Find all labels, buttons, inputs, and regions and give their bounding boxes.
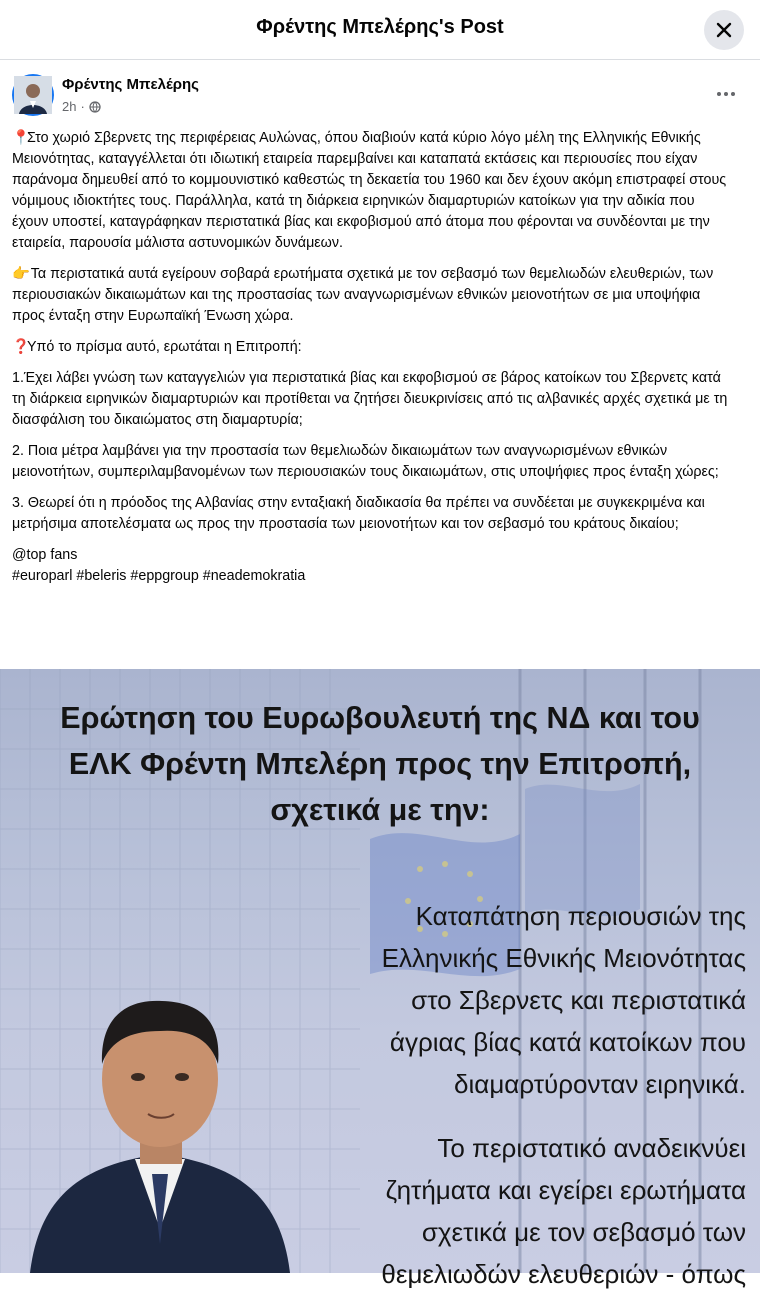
- post-paragraph: [12, 337, 734, 358]
- image-text-line: σχετικά με τον σεβασμό των: [421, 1217, 746, 1247]
- paragraph-text: Στο χωριό Σβερνετς της περιφέρειας Αυλώνας, όπου διαβιούν κατά κύριο λόγο μέλη της Ελληνικής Εθνικής Μειονότητας, καταγγέλλεται ότι ιδιωτική εταιρεία παρεμβαίνει και καταπατά εκτάσεις και περιουσίες που είχαν παράνομα δημευθεί από το κομμουνιστικό καθεστώς τη δεκαετία του 1960 και δεν έχουν ακόμη επιστραφεί στους νόμιμους ιδιοκτήτες τους. Παράλληλα, κατά τη διάρκεια ειρηνικών διαμαρτυριών κατοίκων για την αδικία που έχουν υποστεί, καταγράφηκαν περιστατικά βίας και εκφοβισμού από άτομα που φέρονται να συνδέονται με την εταιρεία, παρουσία μάλιστα αστυνομικών δυνάμεων.: [12, 130, 727, 251]
- image-title-line: σχετικά με την:: [270, 793, 490, 827]
- paragraph-text: Τα περιστατικά αυτά εγείρουν σοβαρά ερωτήματα σχετικά με τον σεβασμό των θεμελιωδών ελευθεριών, των περιουσιακών δικαιωμάτων και της προστασίας των αναγνωρισμένων εθνικών μειονοτήτων σε μια υποψήφια προς ένταξη στην Ευρωπαϊκή Ένωση χώρα.: [12, 266, 714, 324]
- post-time[interactable]: 2h: [62, 99, 77, 114]
- image-text-line: διαμαρτύρονταν ειρηνικά.: [454, 1069, 746, 1099]
- image-title-line: ΕΛΚ Φρέντη Μπελέρη προς την Επιτροπή,: [68, 747, 692, 781]
- globe-icon: [89, 101, 101, 113]
- pin-emoji-icon: 📍: [12, 130, 30, 146]
- close-button[interactable]: [704, 10, 744, 50]
- post-paragraph: 2. Ποια μέτρα λαμβάνει για την προστασία των θεμελιωδών δικαιωμάτων των αναγνωρισμένων εθνικών μειονοτήτων, συμπεριλαμβανομένων των περιουσιακών τους δικαιωμάτων, στις υποψήφιες προς ένταξη χώρες;: [12, 443, 719, 480]
- image-text-line: ζητήματα και εγείρει ερωτήματα: [385, 1175, 746, 1205]
- close-icon: [716, 22, 732, 38]
- paragraph-text: Υπό το πρίσμα αυτό, ερωτάται η Επιτροπή:: [27, 339, 302, 355]
- image-text-line: Καταπάτηση περιουσιών της: [415, 901, 746, 931]
- post-text: [12, 128, 734, 587]
- hashtags-link[interactable]: #europarl #beleris #eppgroup #neademokratia: [12, 568, 306, 584]
- post-paragraph: [12, 264, 734, 327]
- post-paragraph: [12, 128, 734, 254]
- post-header: [0, 0, 760, 60]
- more-horizontal-icon: [716, 91, 736, 97]
- post-paragraph: 3. Θεωρεί ότι η πρόοδος της Αλβανίας στην ενταξιακή διαδικασία θα πρέπει να συνδέεται με συγκεκριμένα και μετρήσιμα αποτελέσματα ως προς την προστασία των μειονοτήτων και τον σεβασμό του κράτους δικαίου;: [12, 495, 705, 532]
- image-text-line: στο Σβερνετς και περιστατικά: [411, 985, 746, 1015]
- page-title: Φρέντης Μπελέρης's Post: [256, 16, 504, 38]
- avatar[interactable]: [12, 74, 54, 116]
- post-paragraph: 1.Έχει λάβει γνώση των καταγγελιών για περιστατικά βίας και εκφοβισμού σε βάρος κατοίκων του Σβερνετς κατά τη διάρκεια ειρηνικών διαμαρτυριών και προτίθεται να ζητήσει διευκρινίσεις από τις αλβανικές αρχές σχετικά με τη διασφάλιση του δικαιώματος στη διαμαρτυρία;: [12, 370, 728, 428]
- post-image[interactable]: [0, 669, 760, 1289]
- author-name[interactable]: Φρέντης Μπελέρης: [62, 76, 199, 93]
- more-options-button[interactable]: [712, 82, 740, 106]
- pointing-hand-emoji-icon: 👉: [12, 266, 30, 282]
- image-title-line: Ερώτηση του Ευρωβουλευτή της ΝΔ και του: [60, 701, 700, 735]
- question-emoji-icon: ❓: [12, 339, 30, 355]
- post-author-row: [12, 72, 748, 122]
- mention-link[interactable]: @top fans: [12, 547, 78, 563]
- meta-dot: ·: [80, 99, 85, 114]
- image-text-line: Ελληνικής Εθνικής Μειονότητας: [381, 943, 746, 973]
- image-text-line: Το περιστατικό αναδεικνύει: [437, 1133, 746, 1163]
- post-meta: [62, 99, 101, 114]
- image-text-line: άγριας βίας κατά κατοίκων που: [389, 1027, 746, 1057]
- image-text-line: θεμελιωδών ελευθεριών - όπως: [381, 1259, 746, 1289]
- portrait-photo: [30, 1001, 290, 1273]
